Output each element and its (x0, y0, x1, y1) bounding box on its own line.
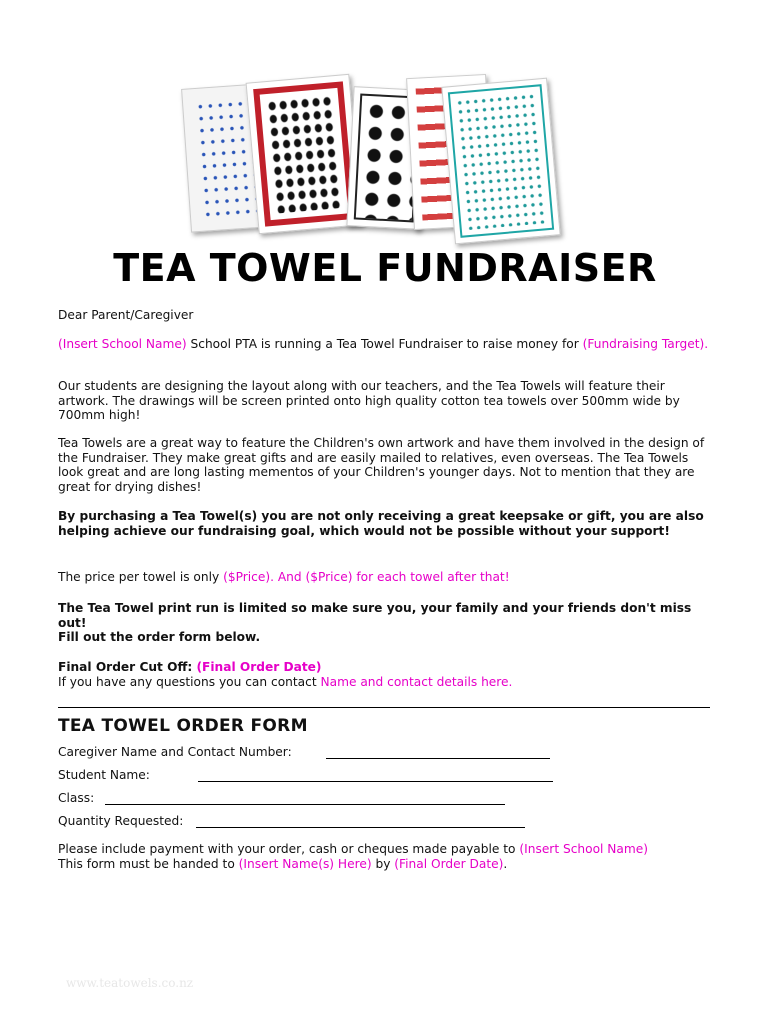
quantity-field[interactable] (196, 827, 525, 828)
purchase-paragraph: By purchasing a Tea Towel(s) you are not only receiving a great keepsake or gift, you are also helping achieve our fundraising goal, which would not be possible without your support! (58, 509, 704, 538)
tea-towel-red-border-portraits (246, 74, 363, 234)
section-divider (58, 707, 710, 708)
greeting: Dear Parent/Caregiver (58, 308, 194, 322)
payee-school-placeholder: (Insert School Name) (519, 842, 649, 856)
handover-date-placeholder: (Final Order Date) (394, 856, 504, 871)
website-watermark: www.teatowels.co.nz (66, 976, 194, 990)
limited-run-notice: The Tea Towel print run is limited so make sure you, your family and your friends don't miss out! Fill out the order form below. (58, 601, 692, 644)
intro-paragraph: (Insert School Name) School PTA is running a Tea Towel Fundraiser to raise money for (Fundraising Target). (58, 337, 709, 351)
student-label: Student Name: (58, 768, 150, 782)
additional-price-placeholder: And ($Price) for each towel after that! (277, 570, 510, 584)
final-order-date-placeholder: (Final Order Date) (196, 660, 322, 674)
cutoff-block: Final Order Cut Off: (Final Order Date) If you have any questions you can contact Name and contact details here. (58, 660, 513, 689)
handover-names-placeholder: (Insert Name(s) Here) (238, 856, 372, 871)
contact-details-placeholder: Name and contact details here. (320, 674, 513, 689)
page-title: TEA TOWEL FUNDRAISER (113, 246, 657, 290)
payment-instructions: Please include payment with your order, cash or cheques made payable to (Insert School Name) This form must be handed to (Insert Name(s) Here) by (Final Order Date). (58, 842, 649, 871)
price-line: The price per towel is only ($Price). And ($Price) for each towel after that! (58, 570, 510, 584)
tea-towel-photo (180, 76, 570, 246)
benefits-paragraph: Tea Towels are a great way to feature the Children's own artwork and have them involved in the design of the Fundraiser. They make great gifts and are easily mailed to relatives, even overseas. The Tea Towels look great and are long lasting mementos of your Children's younger days. Not to mention that they are great for drying dishes! (58, 436, 705, 494)
student-name-field[interactable] (198, 781, 553, 782)
design-paragraph: Our students are designing the layout along with our teachers, and the Tea Towels will feature their artwork. The drawings will be screen printed onto high quality cotton tea towels over 500mm wide by 700mm high! (58, 379, 680, 422)
order-form-heading: TEA TOWEL ORDER FORM (58, 716, 308, 736)
class-label: Class: (58, 791, 95, 805)
quantity-label: Quantity Requested: (58, 814, 184, 828)
tea-towel-teal-figures (441, 78, 560, 245)
fundraising-target-placeholder: (Fundraising Target). (582, 337, 709, 351)
class-field[interactable] (105, 804, 505, 805)
school-name-placeholder: (Insert School Name) (58, 337, 187, 351)
price-placeholder: ($Price) (223, 570, 271, 584)
caregiver-field[interactable] (326, 758, 550, 759)
caregiver-label: Caregiver Name and Contact Number: (58, 745, 292, 759)
